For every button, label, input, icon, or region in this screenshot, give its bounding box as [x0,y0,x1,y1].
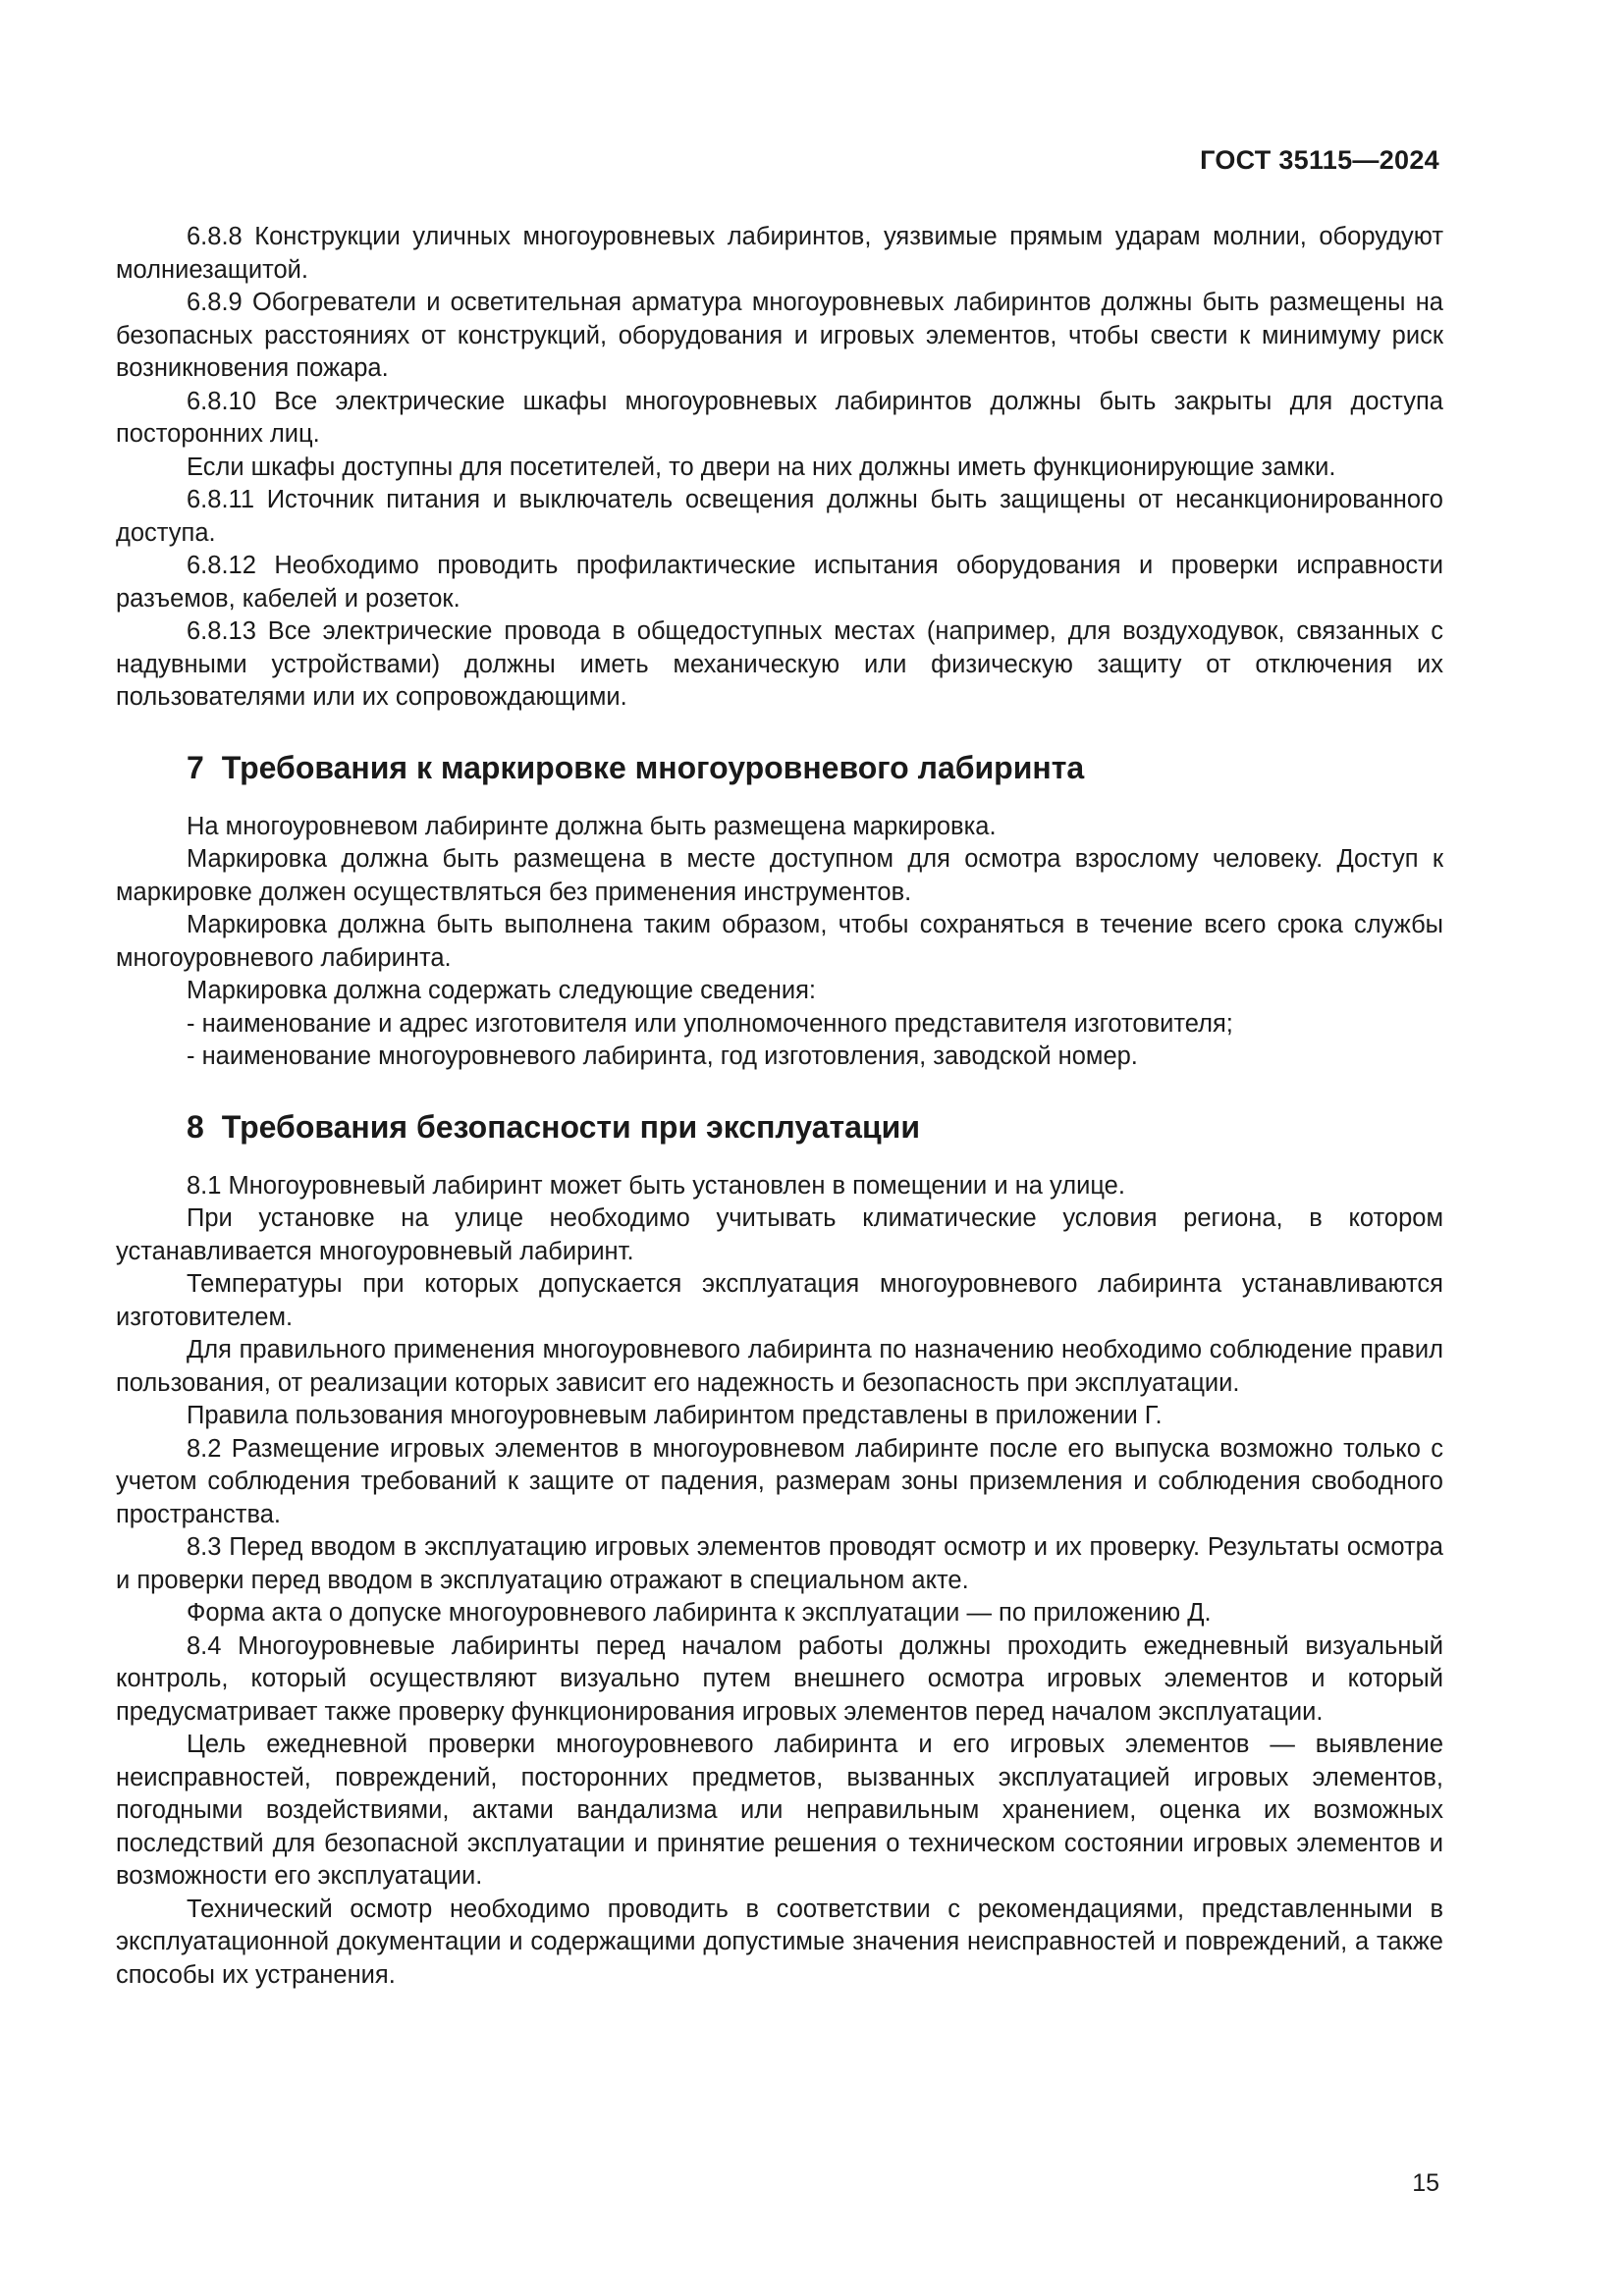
section-7-title: Требования к маркировке многоуровневого лабиринта [221,749,1085,785]
paragraph-8-1-outdoor: При установке на улице необходимо учитывать климатические условия региона, в котором устанавливается многоуровневый лабиринт. [116,1204,1443,1265]
document-body [116,221,1443,1992]
paragraph-6-8-9: 6.8.9 Обогреватели и осветительная арматура многоуровневых лабиринтов должны быть размещены на безопасных расстояниях от конструкций, оборудования и игровых элементов, чтобы свести к минимуму риск возникновения пожара. [116,289,1443,382]
paragraph-6-8-11: 6.8.11 Источник питания и выключатель освещения должны быть защищены от несанкционированного доступа. [116,486,1443,547]
paragraph-7-2: Маркировка должна быть размещена в месте доступном для осмотра взрослому человеку. Доступ к маркировке должен осуществляться без применения инструментов. [116,845,1443,906]
list-item-labyrinth-name: - наименование многоуровневого лабиринта, год изготовления, заводской номер. [187,1042,1138,1070]
paragraph-8-4-inspection: Технический осмотр необходимо проводить в соответствии с рекомендациями, представленными в эксплуатационной документации и содержащими допустимые значения неисправностей и повреждений, а также способы их устранения. [116,1895,1443,1989]
section-7-heading [116,748,1443,787]
paragraph-6-8-8: 6.8.8 Конструкции уличных многоуровневых лабиринтов, уязвимые прямым ударам молнии, оборудуют молниезащитой. [116,223,1443,284]
paragraph-7-1: На многоуровневом лабиринте должна быть размещена маркировка. [187,812,997,840]
paragraph-8-1: 8.1 Многоуровневый лабиринт может быть установлен в помещении и на улице. [187,1171,1125,1200]
paragraph-6-8-12: 6.8.12 Необходимо проводить профилактические испытания оборудования и проверки исправности разъемов, кабелей и розеток. [116,552,1443,613]
section-8-number: 8 [187,1108,204,1145]
paragraph-8-4-purpose: Цель ежедневной проверки многоуровневого лабиринта и его игровых элементов — выявление неисправностей, повреждений, посторонних предметов, вызванных эксплуатацией игровых элементов, погодными воздействиями, актами вандализма или неправильным хранением, оценка их возможных последствий для безопасной эксплуатации и принятие решения о техническом состоянии игровых элементов и возможности его эксплуатации. [116,1731,1443,1890]
paragraph-7-4: Маркировка должна содержать следующие сведения: [187,977,817,1004]
section-8-heading [116,1107,1443,1147]
page-number: 15 [1412,2169,1439,2197]
paragraph-6-8-13: 6.8.13 Все электрические провода в общедоступных местах (например, для воздуходувок, связанных с надувными устройствами) должны иметь механическую или физическую защиту от отключения их пользователями или их сопровождающими. [116,617,1443,711]
paragraph-8-1-temperature: Температуры при которых допускается эксплуатация многоуровневого лабиринта устанавливаются изготовителем. [116,1270,1443,1331]
section-7-number: 7 [187,749,204,785]
list-item-manufacturer: - наименование и адрес изготовителя или уполномоченного представителя изготовителя; [187,1009,1233,1038]
document-code-header: ГОСТ 35115—2024 [1200,145,1439,175]
paragraph-6-8-10: 6.8.10 Все электрические шкафы многоуровневых лабиринтов должны быть закрыты для доступа посторонних лиц. [116,387,1443,448]
paragraph-8-4: 8.4 Многоуровневые лабиринты перед началом работы должны проходить ежедневный визуальный контроль, который осуществляют визуально путем внешнего осмотра игровых элементов и который предусматривает также проверку функционирования игровых элементов перед началом эксплуатации. [116,1631,1443,1726]
paragraph-8-2: 8.2 Размещение игровых элементов в многоуровневом лабиринте после его выпуска возможно только с учетом соблюдения требований к защите от падения, размерам зоны приземления и соблюдения свободного пространства. [116,1434,1443,1528]
paragraph-7-3: Маркировка должна быть выполнена таким образом, чтобы сохраняться в течение всего срока службы многоуровневого лабиринта. [116,911,1443,972]
paragraph-8-1-rules: Для правильного применения многоуровневого лабиринта по назначению необходимо соблюдение правил пользования, от реализации которых зависит его надежность и безопасность при эксплуатации. [116,1336,1443,1397]
paragraph-8-1-appendix: Правила пользования многоуровневым лабиринтом представлены в приложении Г. [187,1402,1163,1429]
paragraph-8-3: 8.3 Перед вводом в эксплуатацию игровых элементов проводят осмотр и их проверку. Результаты осмотра и проверки перед вводом в эксплуатацию отражают в специальном акте. [116,1533,1443,1594]
paragraph-8-3-form: Форма акта о допуске многоуровневого лабиринта к эксплуатации — по приложению Д. [187,1599,1212,1627]
section-8-title: Требования безопасности при эксплуатации [221,1108,920,1145]
paragraph-6-8-10-locks: Если шкафы доступны для посетителей, то двери на них должны иметь функционирующие замки. [187,453,1336,481]
